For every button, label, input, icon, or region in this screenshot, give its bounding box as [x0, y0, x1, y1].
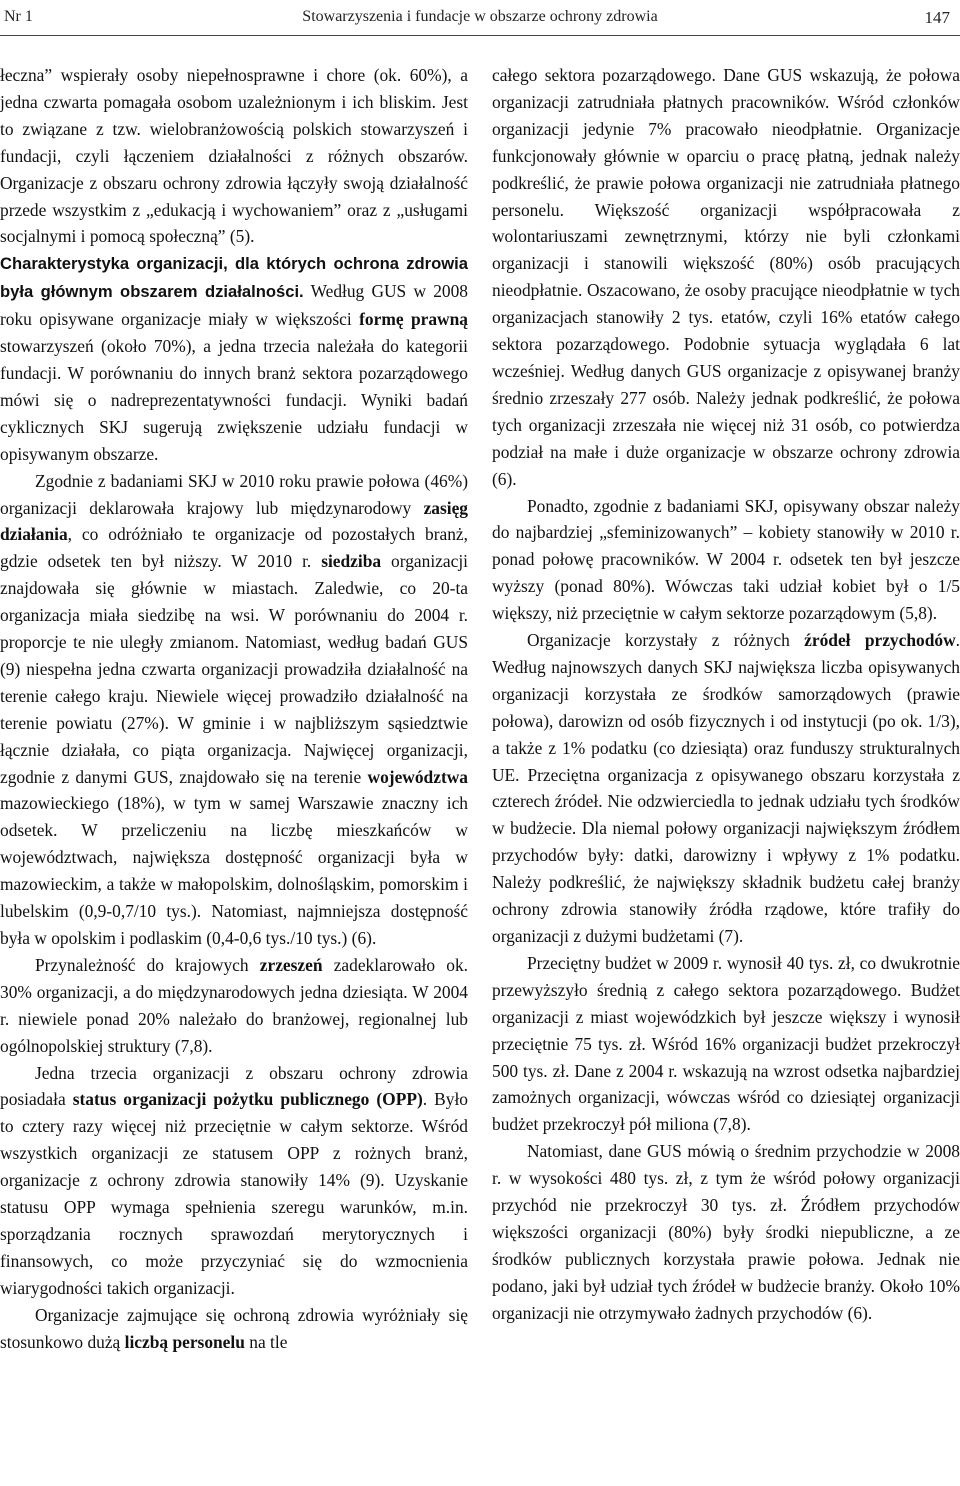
emphasis: siedziba: [321, 551, 382, 572]
right-column: [492, 62, 960, 1327]
paragraph-text: . Było to cztery razy więcej niż przeciętnie w całym sektorze. Wśród wszystkich organizacji ze statusem OPP z rożnych branż, organizacje z ochrony zdrowia stanowiły 14% (9). Uzyskanie statusu OPP wymaga spełnienia szeregu warunków, m.in. sporządzania rocznych sprawozdań merytorycznych i finansowych, co może przyczyniać się do wzmocnienia wiarygodności takich organizacji.: [0, 1089, 468, 1298]
paragraph-text: Według GUS w 2008 roku opisywane organizacje miały w większości: [0, 281, 468, 330]
issue-number: Nr 1: [4, 8, 33, 25]
emphasis: formę prawną: [359, 309, 468, 330]
paragraph: [492, 493, 960, 628]
paragraph-text: organizacji znajdowała się głównie w miastach. Zaledwie, co 20-ta organizacja miała siedzibę na wsi. W porównaniu do 2004 r. proporcje te nie uległy zmianom. Natomiast, według badań GUS (9) niespełna jedna czwarta organizacji prowadziła działalność na terenie całego kraju. Niewiele więcej prowadziło działalność na terenie powiatu (27%). W gminie i w najbliższym sąsiedztwie łącznie działała, co piąta organizacja. Najwięcej organizacji, zgodnie z danymi GUS, znajdowało się na terenie: [0, 551, 468, 787]
paragraph-text: mazowieckiego (18%), w tym w samej Warszawie znaczny ich odsetek. W przeliczeniu na liczbę mieszkańców w województwach, największa dostępność organizacji była w mazowieckim, a także w małopolskim, dolnośląskim, pomorskim i lubelskim (0,9-0,7/10 tys.). Natomiast, najmniejsza dostępność była w opolskim i podlaskim (0,4-0,6 tys./10 tys.) (6).: [0, 793, 468, 948]
paragraph-text: na tle: [244, 1331, 288, 1352]
page-header: [0, 0, 960, 36]
paragraph: [0, 250, 468, 467]
paragraph-text: Organizacje zajmujące się ochroną zdrowia wyróżniały się stosunkowo dużą: [0, 1304, 468, 1352]
emphasis: województwa: [367, 766, 468, 787]
paragraph-text: Przynależność do krajowych: [35, 954, 260, 975]
paragraph: [0, 952, 468, 1060]
paragraph-text: łeczna” wspierały osoby niepełnosprawne i chore (ok. 60%), a jedna czwarta pomagała osobom uzależnionym i ich bliskim. Jest to związane z tzw. wielobranżowością polskich stowarzyszeń i fundacji, czyli łączeniem działalności z różnych obszarów. Organizacje z obszaru ochrony zdrowia łączyły swoją działalność przede wszystkim z „edukacją i wychowaniem” oraz z „usługami socjalnymi i pomocą społeczną” (5).: [0, 65, 468, 247]
paragraph-text: Organizacje korzystały z różnych: [527, 630, 805, 651]
paragraph-text: Ponadto, zgodnie z badaniami SKJ, opisywany obszar należy do najbardziej „sfeminizowanych” – kobiety stanowiły w 2010 r. ponad połowę pracowników. W 2004 r. odsetek ten był jeszcze wyższy (ponad 80%). Wówczas taki udział kobiet był o 1/5 większy, niż przeciętnie w całym sektorze pozarządowym (5,8).: [492, 495, 960, 624]
section-heading: Charakterystyka organizacji, dla których ochrona zdrowia była głównym obszarem działalności.: [0, 254, 468, 302]
paragraph-text: Jedna trzecia organizacji z obszaru ochrony zdrowia posiadała: [0, 1062, 468, 1110]
paragraph-text: zadeklarowało ok. 30% organizacji, a do międzynarodowych jedna dziesiąta. W 2004 r. niewiele ponad 20% należało do branżowej, regionalnej lub ogólnopolskiej struktury (7,8).: [0, 954, 468, 1056]
paragraph: [492, 627, 960, 950]
paragraph: [0, 468, 468, 952]
paragraph: [0, 1302, 468, 1356]
paragraph-text: Zgodnie z badaniami SKJ w 2010 roku prawie połowa (46%) organizacji deklarowała krajowy lub międzynarodowy: [0, 470, 468, 518]
emphasis: źródeł przychodów: [804, 630, 956, 651]
running-title: Stowarzyszenia i fundacje w obszarze ochrony zdrowia: [302, 8, 658, 25]
paragraph-text: . Według najnowszych danych SKJ największa liczba opisywanych organizacji korzystała ze środków samorządowych (prawie połowa), darowizn od osób fizycznych i od instytucji (po ok. 1/3), a także z 1% podatku (co dziesiąta) oraz funduszy strukturalnych UE. Przeciętna organizacja z opisywanego obszaru korzystała z czterech źródeł. Nie odzwierciedla to jednak udziału tych środków w budżecie. Dla niemal połowy organizacji największym źródłem przychodów były: datki, darowizny i wpływy z 1% podatku. Należy podkreślić, że największy składnik budżetu całej branży ochrony zdrowia stanowiły źródła rządowe, które trafiły do organizacji z dużymi budżetami (7).: [492, 630, 960, 946]
paragraph-text: Przeciętny budżet w 2009 r. wynosił 40 tys. zł, co dwukrotnie przewyższyło średnią z całego sektora pozarządowego. Budżet organizacji z miast wojewódzkich był jeszcze większy i wynosił przeciętnie 75 tys. zł. Wśród 16% organizacji budżet przekroczył 500 tys. zł. Dane z 2004 r. wskazują na wzrost odsetka najbardziej zamożnych organizacji, wówczas wśród co dziesiątej organizacji budżet przekroczył pół miliona (7,8).: [492, 952, 960, 1135]
emphasis: zrzeszeń: [259, 954, 323, 975]
page-number: 147: [924, 8, 950, 27]
emphasis: liczbą personelu: [124, 1331, 245, 1352]
header-rule: [0, 35, 960, 36]
paragraph-text: , co odróżniało te organizacje od pozostałych branż, gdzie odsetek ten był niższy. W 2010 r.: [0, 524, 468, 572]
paragraph: [0, 1060, 468, 1302]
paragraph-text: stowarzyszeń (około 70%), a jedna trzecia należała do kategorii fundacji. W porównaniu do innych branż sektora pozarządowego mówi się o nadreprezentatywności fundacji. Wyniki badań cyklicznych SKJ sugerują zwiększenie udziału fundacji w opisywanym obszarze.: [0, 336, 468, 464]
emphasis: status organizacji pożytku publicznego (OPP): [72, 1089, 423, 1110]
paragraph: [0, 62, 468, 250]
paragraph: [492, 1138, 960, 1326]
paragraph-text: całego sektora pozarządowego. Dane GUS wskazują, że połowa organizacji zatrudniała płatnych pracowników. Wśród członków organizacji jedynie 7% pracowało nieodpłatnie. Organizacje funkcjonowały głównie w oparciu o pracę płatną, jednak należy podkreślić, że prawie połowa organizacji nie zatrudniała płatnego personelu. Większość organizacji współpracowała z wolontariuszami zewnętrznymi, którzy nie byli członkami organizacji i stanowili większość (80%) osób pracujących nieodpłatnie. Oszacowano, że osoby pracujące nieodpłatnie w tych organizacjach stanowiły 2 tys. etatów, czyli 16% etatów całego sektora pozarządowego. Podobnie sytuacja wyglądała 6 lat wcześniej. Według danych GUS organizacje z opisywanej branży średnio zrzeszały 277 osób. Należy jednak podkreślić, że połowa tych organizacji zrzeszała nie więcej niż 31 osób, co potwierdza podział na małe i duże organizacje w obszarze ochrony zdrowia (6).: [492, 65, 960, 489]
paragraph-text: Natomiast, dane GUS mówią o średnim przychodzie w 2008 r. w wysokości 480 tys. zł, z tym że wśród połowy organizacji przychód nie przekroczył 30 tys. zł. Źródłem przychodów większości organizacji (80%) były środki niepubliczne, a ze środków publicznych korzystała prawie połowa. Jednak nie podano, jaki był udział tych źródeł w budżecie branży. Około 10% organizacji nie otrzymywało żadnych przychodów (6).: [492, 1141, 960, 1323]
left-column: [0, 62, 468, 1356]
paragraph: [492, 950, 960, 1138]
paragraph: [492, 62, 960, 493]
emphasis: zasięg działania: [0, 497, 468, 545]
